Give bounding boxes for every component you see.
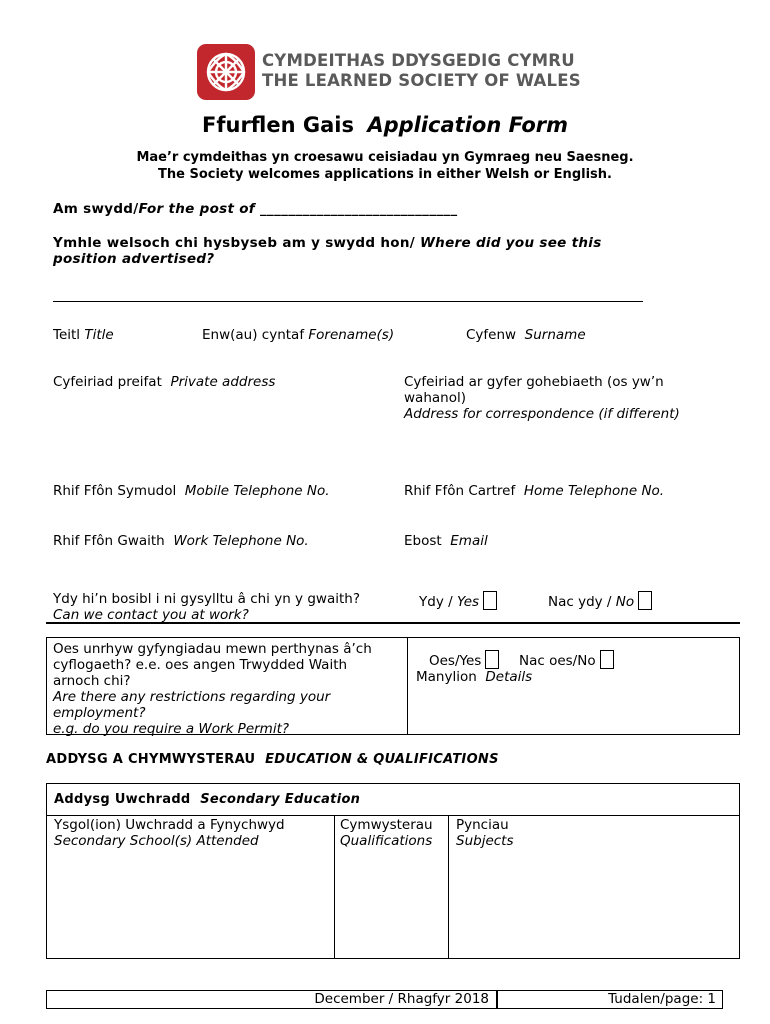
title-field-label [53, 327, 114, 343]
advertised-answer-line[interactable] [53, 301, 643, 302]
secondary-welsh: Addysg Uwchradd [54, 792, 191, 807]
details-english: Details [485, 669, 533, 685]
col-qualifications-header [340, 817, 433, 849]
restrictions-welsh-2: cyflogaeth? e.e. oes angen Trwydded Waith [53, 657, 348, 673]
post-field[interactable] [53, 201, 457, 217]
correspondence-welsh-1: Cyfeiriad ar gyfer gohebiaeth (os yw’n [404, 374, 664, 390]
secondary-education-heading [54, 792, 360, 807]
section-divider [46, 622, 740, 624]
secondary-english: Secondary Education [200, 792, 361, 807]
forename-field-label [202, 327, 394, 343]
education-heading [46, 752, 499, 767]
intro-welsh: Mae’r cymdeithas yn croesawu ceisiadau yn Gymraeg neu Saesneg. [136, 150, 634, 165]
advertised-english-2: position advertised? [53, 251, 215, 267]
table-col-divider-1 [334, 815, 335, 959]
col-qualifications-english: Qualifications [340, 833, 433, 849]
home-phone-label [404, 483, 664, 499]
restrictions-no-checkbox[interactable] [600, 650, 614, 669]
org-name-english: THE LEARNED SOCIETY OF WALES [262, 71, 581, 90]
contact-work-yes-checkbox[interactable] [483, 591, 497, 610]
advertised-english-1: Where did you see this [419, 235, 602, 251]
correspondence-address-label [404, 374, 680, 422]
restrictions-yes-checkbox[interactable] [485, 650, 499, 669]
contact-work-no-option [548, 591, 652, 610]
restrictions-no-option [519, 650, 614, 669]
contact-at-work-question [53, 591, 360, 623]
intro-english: The Society welcomes applications in either Welsh or English. [158, 167, 612, 182]
col-subjects-english: Subjects [456, 833, 514, 849]
table-col-divider-2 [448, 815, 449, 959]
surname-field-label [466, 327, 586, 343]
col-schools-welsh: Ysgol(ion) Uwchradd a Fynychwyd [54, 817, 285, 833]
title-label-welsh: Teitl [53, 327, 81, 343]
footer-page-number: Tudalen/page: 1 [608, 991, 716, 1007]
home-welsh: Rhif Ffôn Cartref [404, 483, 516, 499]
restrictions-english-1: Are there any restrictions regarding your [53, 689, 331, 705]
contact-no-english: No [615, 594, 635, 610]
email-english: Email [450, 533, 488, 549]
secondary-education-table [46, 783, 740, 959]
restrictions-english-2: employment? [53, 705, 146, 721]
col-qualifications-welsh: Cymwysterau [340, 817, 433, 833]
work-phone-label [53, 533, 309, 549]
education-heading-english: EDUCATION & QUALIFICATIONS [265, 752, 499, 767]
post-label-english: For the post of [138, 201, 255, 217]
footer-date: December / Rhagfyr 2018 [314, 991, 489, 1007]
contact-yes-welsh: Ydy / [419, 594, 457, 610]
restrictions-yes-label: Oes/Yes [429, 653, 482, 669]
contact-no-welsh: Nac ydy / [548, 594, 616, 610]
intro-text [0, 149, 770, 183]
work-english: Work Telephone No. [173, 533, 309, 549]
surname-label-english: Surname [524, 327, 586, 343]
contact-work-english: Can we contact you at work? [53, 607, 249, 623]
mobile-english: Mobile Telephone No. [184, 483, 330, 499]
table-header-divider [46, 815, 740, 816]
post-blank: ____________________________ [260, 201, 458, 217]
col-schools-header [54, 817, 285, 849]
organisation-name [262, 51, 581, 91]
contact-work-yes-option [419, 591, 497, 610]
mobile-welsh: Rhif Ffôn Symudol [53, 483, 177, 499]
private-address-welsh: Cyfeiriad preifat [53, 374, 162, 390]
email-label [404, 533, 488, 549]
restrictions-no-label: Nac oes/No [519, 653, 596, 669]
home-english: Home Telephone No. [523, 483, 665, 499]
restrictions-yes-option [429, 650, 499, 669]
forename-label-welsh: Enw(au) cyntaf [202, 327, 305, 343]
restrictions-divider [407, 637, 408, 735]
society-logo [197, 44, 255, 100]
details-welsh: Manylion [416, 669, 477, 685]
correspondence-english: Address for correspondence (if different) [404, 406, 680, 422]
restrictions-question [53, 641, 403, 737]
col-schools-english: Secondary School(s) Attended [54, 833, 259, 849]
page-title [0, 113, 770, 137]
restrictions-welsh-3: arnoch chi? [53, 673, 131, 689]
education-heading-welsh: ADDYSG A CHYMWYSTERAU [46, 752, 256, 767]
title-label-english: Title [84, 327, 114, 343]
contact-work-welsh: Ydy hi’n bosibl i ni gysylltu â chi yn y gwaith? [53, 591, 360, 607]
col-subjects-header [456, 817, 514, 849]
email-welsh: Ebost [404, 533, 442, 549]
correspondence-welsh-2: wahanol) [404, 390, 466, 406]
private-address-label [53, 374, 275, 390]
contact-yes-english: Yes [456, 594, 480, 610]
private-address-english: Private address [170, 374, 276, 390]
surname-label-welsh: Cyfenw [466, 327, 517, 343]
org-name-welsh: CYMDEITHAS DDYSGEDIG CYMRU [262, 51, 575, 70]
post-label-welsh: Am swydd/ [53, 201, 139, 217]
col-subjects-welsh: Pynciau [456, 817, 509, 833]
contact-work-no-checkbox[interactable] [638, 591, 652, 610]
advertised-welsh: Ymhle welsoch chi hysbyseb am y swydd hon/ [53, 235, 420, 251]
restrictions-welsh-1: Oes unrhyw gyfyngiadau mewn perthynas â’ch [53, 641, 372, 657]
forename-label-english: Forename(s) [308, 327, 395, 343]
restrictions-details-label [416, 669, 532, 685]
mobile-phone-label [53, 483, 330, 499]
advertised-question [53, 235, 602, 267]
restrictions-english-3: e.g. do you require a Work Permit? [53, 721, 290, 737]
title-welsh: Ffurflen Gais [202, 113, 354, 137]
title-english: Application Form [367, 113, 568, 137]
work-welsh: Rhif Ffôn Gwaith [53, 533, 165, 549]
